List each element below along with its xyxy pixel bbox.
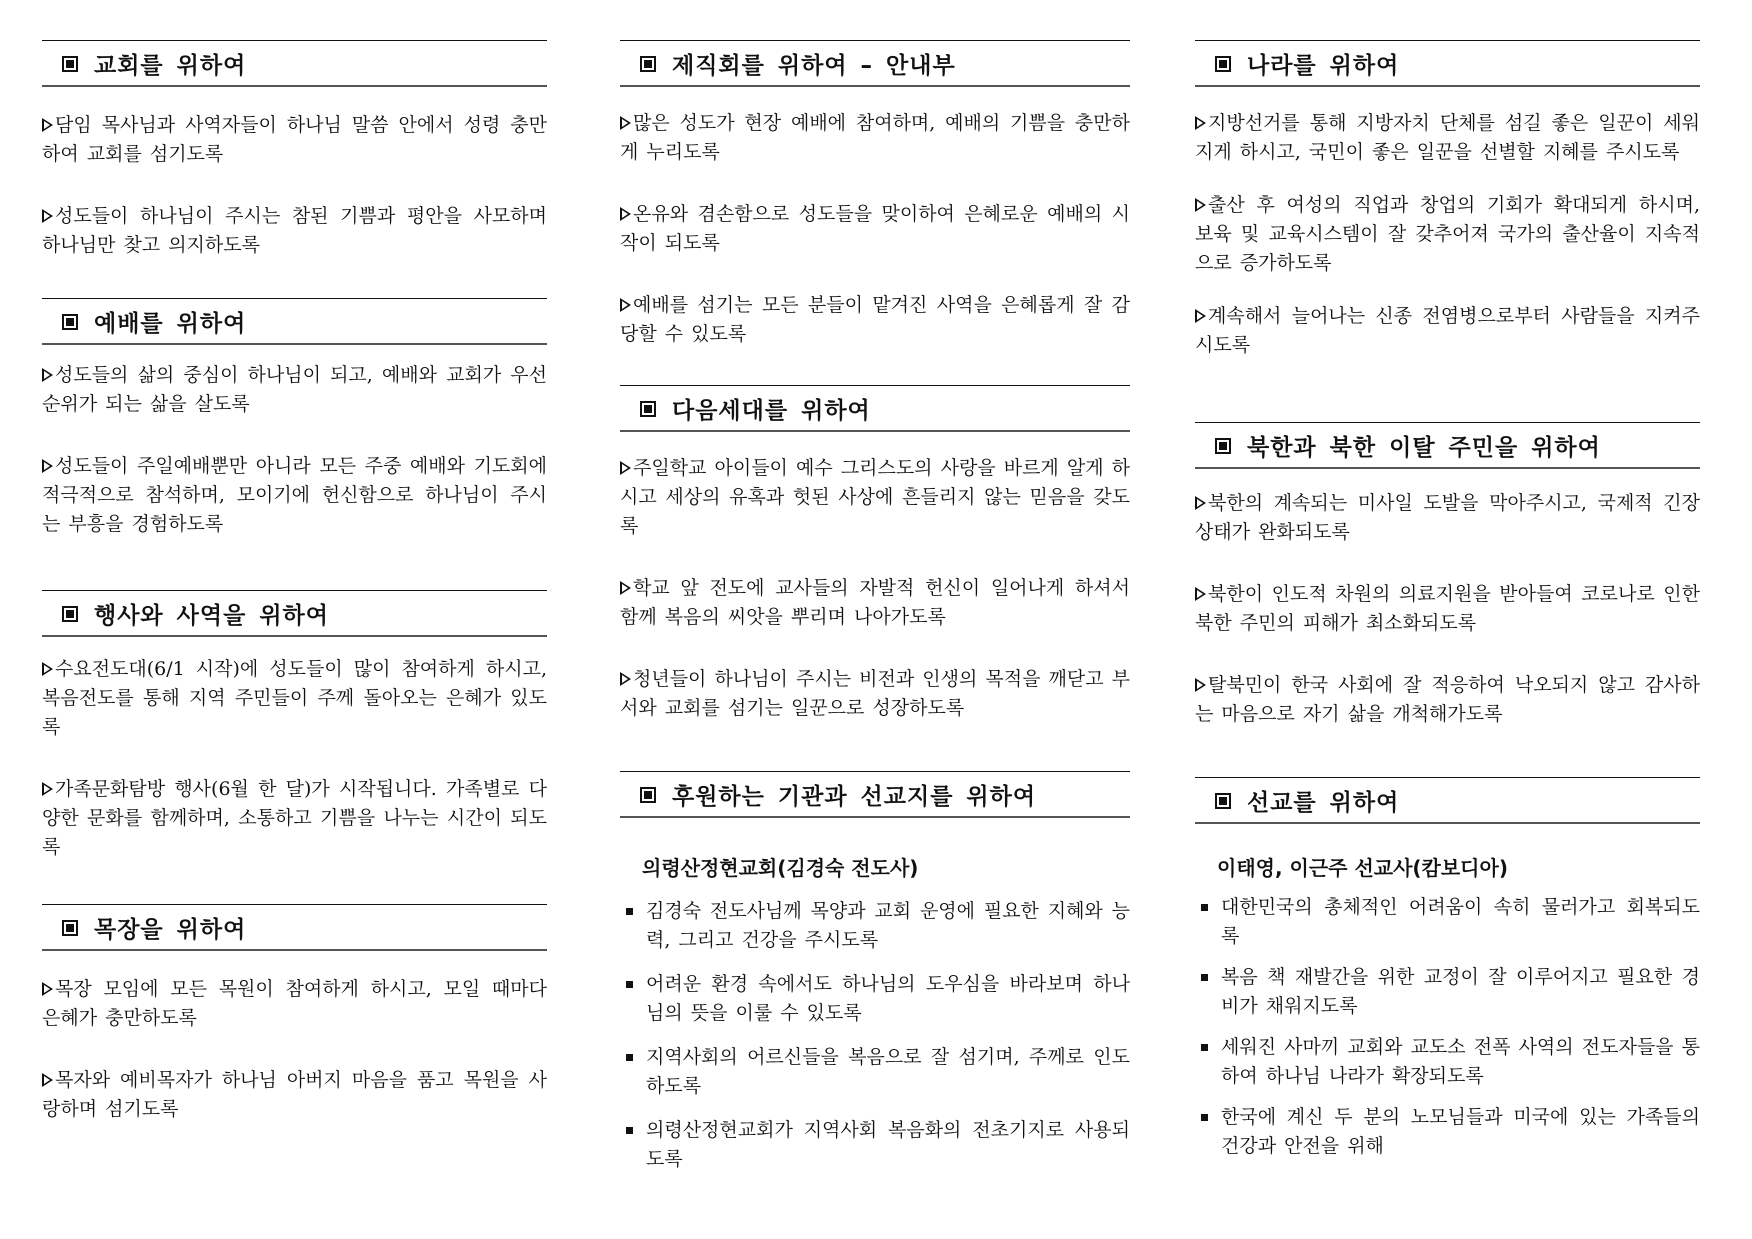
- square-in-square-icon: [1215, 438, 1231, 454]
- section-header: [1195, 40, 1700, 87]
- section-header: [42, 40, 547, 87]
- mission-subtitle: 의령산정현교회(김경숙 전도사): [642, 856, 919, 880]
- triangle-right-icon: [42, 662, 53, 676]
- prayer-item: 수요전도대(6/1 시작)에 성도들이 많이 참여하게 하시고, 복음전도를 통해 지역 주민들이 주께 돌아오는 은혜가 있도록: [42, 658, 547, 738]
- prayer-item: 가족문화탐방 행사(6월 한 달)가 시작됩니다. 가족별로 다양한 문화를 함께하며, 소통하고 기쁨을 나누는 시간이 되도록: [42, 778, 547, 858]
- section-header: [42, 590, 547, 637]
- bullet-item: 세워진 사마끼 교회와 교도소 전폭 사역의 전도자들을 통하여 하나님 나라가 확장되도록: [1195, 1033, 1700, 1091]
- section-supported-missions: [620, 771, 1130, 1189]
- black-square-bullet-icon: [1201, 974, 1208, 981]
- prayer-item: 주일학교 아이들이 예수 그리스도의 사랑을 바르게 알게 하시고 세상의 유혹과 헛된 사상에 흔들리지 않는 믿음을 갖도록: [620, 457, 1130, 537]
- square-in-square-icon: [62, 56, 78, 72]
- section-title: 선교를 위하여: [1247, 789, 1400, 816]
- prayer-item: 목장 모임에 모든 목원이 참여하게 하시고, 모일 때마다 은혜가 충만하도록: [42, 978, 547, 1029]
- section-title: 예배를 위하여: [94, 310, 247, 337]
- section-worship: [42, 298, 547, 572]
- square-in-square-icon: [640, 787, 656, 803]
- triangle-right-icon: [1195, 496, 1206, 510]
- section-title: 제직회를 위하여 – 안내부: [672, 52, 956, 79]
- square-in-square-icon: [640, 56, 656, 72]
- prayer-item: 성도들이 하나님이 주시는 참된 기쁨과 평안을 사모하며 하나님만 찾고 의지하도록: [42, 205, 547, 256]
- black-square-bullet-icon: [1201, 1114, 1208, 1121]
- prayer-item: 청년들이 하나님이 주시는 비전과 인생의 목적을 깨닫고 부서와 교회를 섬기는 일꾼으로 성장하도록: [620, 668, 1130, 719]
- prayer-item: 성도들의 삶의 중심이 하나님이 되고, 예배와 교회가 우선순위가 되는 삶을 살도록: [42, 364, 547, 415]
- section-header: [620, 771, 1130, 818]
- prayer-item: 목자와 예비목자가 하나님 아버지 마음을 품고 목원을 사랑하며 섬기도록: [42, 1069, 547, 1120]
- triangle-right-icon: [42, 782, 53, 796]
- prayer-item: 출산 후 여성의 직업과 창업의 기회가 확대되게 하시며, 보육 및 교육시스템이 잘 갖추어져 국가의 출산율이 지속적으로 증가하도록: [1195, 194, 1700, 274]
- prayer-item: 성도들이 주일예배뿐만 아니라 모든 주중 예배와 기도회에 적극적으로 참석하며, 모이기에 헌신함으로 하나님이 주시는 부흥을 경험하도록: [42, 455, 547, 535]
- black-square-bullet-icon: [1201, 904, 1208, 911]
- black-square-bullet-icon: [626, 1127, 633, 1134]
- triangle-right-icon: [1195, 587, 1206, 601]
- triangle-right-icon: [42, 1073, 53, 1087]
- section-header: [620, 385, 1130, 432]
- section-nation: [1195, 40, 1700, 393]
- bullet-item: 한국에 계신 두 분의 노모님들과 미국에 있는 가족들의 건강과 안전을 위해: [1195, 1103, 1700, 1161]
- missionary-subtitle: 이태영, 이근주 선교사(캄보디아): [1217, 856, 1508, 880]
- section-header: [42, 904, 547, 951]
- section-header: [620, 40, 1130, 87]
- black-square-bullet-icon: [1201, 1044, 1208, 1051]
- section-next-generation: [620, 385, 1130, 756]
- square-in-square-icon: [62, 314, 78, 330]
- triangle-right-icon: [1195, 116, 1206, 130]
- triangle-right-icon: [620, 581, 631, 595]
- bullet-item: 어려운 환경 속에서도 하나님의 도우심을 바라보며 하나님의 뜻을 이룰 수 있도록: [620, 970, 1130, 1028]
- square-in-square-icon: [1215, 793, 1231, 809]
- section-cell-group: [42, 904, 547, 1157]
- triangle-right-icon: [620, 298, 631, 312]
- section-events-ministry: [42, 590, 547, 895]
- triangle-right-icon: [42, 982, 53, 996]
- square-in-square-icon: [62, 606, 78, 622]
- section-title: 다음세대를 위하여: [672, 397, 871, 424]
- section-church: [42, 40, 547, 293]
- square-in-square-icon: [1215, 56, 1231, 72]
- black-square-bullet-icon: [626, 981, 633, 988]
- bullet-item: 대한민국의 총체적인 어려움이 속히 물러가고 회복되도록: [1195, 893, 1700, 951]
- prayer-item: 지방선거를 통해 지방자치 단체를 섬길 좋은 일꾼이 세워지게 하시고, 국민이 좋은 일꾼을 선별할 지혜를 주시도록: [1195, 112, 1700, 163]
- black-square-bullet-icon: [626, 908, 633, 915]
- section-header: [42, 298, 547, 345]
- triangle-right-icon: [1195, 309, 1206, 323]
- section-deacons-ushers: [620, 40, 1130, 382]
- square-in-square-icon: [62, 920, 78, 936]
- triangle-right-icon: [42, 459, 53, 473]
- bullet-list: [1195, 893, 1700, 1161]
- section-title: 목장을 위하여: [94, 916, 247, 943]
- prayer-item: 담임 목사님과 사역자들이 하나님 말씀 안에서 성령 충만하여 교회를 섬기도록: [42, 114, 547, 165]
- section-missions: [1195, 777, 1700, 1176]
- triangle-right-icon: [620, 116, 631, 130]
- bullet-item: 의령산정현교회가 지역사회 복음화의 전초기지로 사용되도록: [620, 1116, 1130, 1174]
- section-title: 북한과 북한 이탈 주민을 위하여: [1247, 434, 1601, 461]
- section-header: [1195, 422, 1700, 469]
- prayer-item: 계속해서 늘어나는 신종 전염병으로부터 사람들을 지켜주시도록: [1195, 305, 1700, 356]
- triangle-right-icon: [42, 118, 53, 132]
- prayer-item: 예배를 섬기는 모든 분들이 맡겨진 사역을 은혜롭게 잘 감당할 수 있도록: [620, 294, 1130, 345]
- bullet-item: 김경숙 전도사님께 목양과 교회 운영에 필요한 지혜와 능력, 그리고 건강을 주시도록: [620, 897, 1130, 955]
- section-title: 교회를 위하여: [94, 52, 247, 79]
- triangle-right-icon: [620, 207, 631, 221]
- section-header: [1195, 777, 1700, 824]
- bullet-item: 복음 책 재발간을 위한 교정이 잘 이루어지고 필요한 경비가 채워지도록: [1195, 963, 1700, 1021]
- section-north-korea: [1195, 422, 1700, 762]
- square-in-square-icon: [640, 401, 656, 417]
- section-title: 행사와 사역을 위하여: [94, 602, 329, 629]
- triangle-right-icon: [42, 368, 53, 382]
- section-title: 후원하는 기관과 선교지를 위하여: [672, 783, 1037, 810]
- prayer-item: 온유와 겸손함으로 성도들을 맞이하여 은혜로운 예배의 시작이 되도록: [620, 203, 1130, 254]
- triangle-right-icon: [42, 209, 53, 223]
- prayer-item: 탈북민이 한국 사회에 잘 적응하여 낙오되지 않고 감사하는 마음으로 자기 삶을 개척해가도록: [1195, 674, 1700, 725]
- bullet-item: 지역사회의 어르신들을 복음으로 잘 섬기며, 주께로 인도하도록: [620, 1043, 1130, 1101]
- triangle-right-icon: [620, 672, 631, 686]
- bullet-list: [620, 897, 1130, 1174]
- black-square-bullet-icon: [626, 1054, 633, 1061]
- prayer-item: 많은 성도가 현장 예배에 참여하며, 예배의 기쁨을 충만하게 누리도록: [620, 112, 1130, 163]
- prayer-item: 북한의 계속되는 미사일 도발을 막아주시고, 국제적 긴장 상태가 완화되도록: [1195, 492, 1700, 543]
- triangle-right-icon: [620, 461, 631, 475]
- prayer-item: 북한이 인도적 차원의 의료지원을 받아들여 코로나로 인한 북한 주민의 피해가 최소화되도록: [1195, 583, 1700, 634]
- section-title: 나라를 위하여: [1247, 52, 1400, 79]
- triangle-right-icon: [1195, 678, 1206, 692]
- prayer-item: 학교 앞 전도에 교사들의 자발적 헌신이 일어나게 하셔서 함께 복음의 씨앗을 뿌리며 나아가도록: [620, 577, 1130, 628]
- triangle-right-icon: [1195, 198, 1206, 212]
